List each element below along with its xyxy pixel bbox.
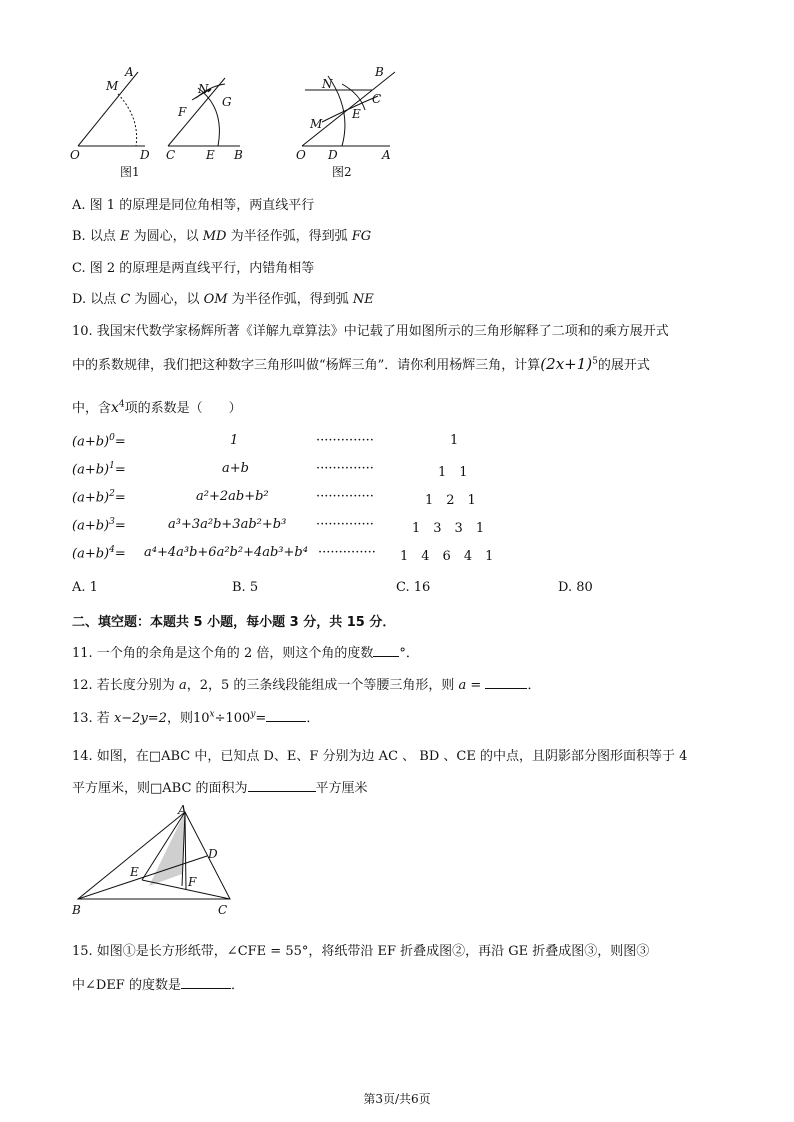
shaded-region xyxy=(149,812,185,886)
q10-line2: 中的系数规律，我们把这种数字三角形叫做“杨辉三角”．请你利用杨辉三角，计算$(2x+1)^5$的展开式 xyxy=(72,355,650,373)
label-C2: C xyxy=(372,92,382,106)
label-M2: M xyxy=(310,117,323,131)
label-d: D xyxy=(208,847,218,861)
fig1-caption: 图1 xyxy=(120,165,140,179)
figure-1-and-2 xyxy=(60,60,400,185)
label-b: B xyxy=(72,903,81,917)
q10-option-d: D. 80 xyxy=(558,580,593,595)
q15-line2: 中∠DEF 的度数是 ． xyxy=(72,978,244,993)
label-O1: O xyxy=(70,148,80,162)
label-B2: B xyxy=(375,65,384,79)
q9-option-d: D. 以点 C 为圆心，以 OM 为半径作弧，得到弧 NE xyxy=(72,292,374,307)
label-N1: N xyxy=(198,82,209,96)
label-C1: C xyxy=(166,148,176,162)
q9-option-b: B. 以点 E 为圆心，以 MD 为半径作弧，得到弧 FG xyxy=(72,229,372,244)
q13: 13. 若 x−2y=2，则$10^x\div 100^y=$ ． xyxy=(72,709,320,726)
label-A2: A xyxy=(382,148,391,162)
q15-answer-blank[interactable] xyxy=(181,976,231,989)
label-D1: D xyxy=(140,148,150,162)
label-E1: E xyxy=(206,148,215,162)
label-M1: M xyxy=(106,79,119,93)
label-G1: G xyxy=(222,95,232,109)
label-E2: E xyxy=(352,107,361,121)
q15-line1: 15. 如图①是长方形纸带，∠CFE = 55°，将纸带沿 EF 折叠成图②，再沿 GE 折叠成图③，则图③ xyxy=(72,944,650,959)
q10-option-a: A. 1 xyxy=(72,580,98,595)
q9-option-c: C. 图 2 的原理是两直线平行，内错角相等 xyxy=(72,261,315,276)
q10-line3: 中，含$x^4$项的系数是（ ） xyxy=(72,399,242,416)
label-D2: D xyxy=(328,148,338,162)
q12-answer-blank[interactable] xyxy=(485,676,527,689)
q14-line2: 平方厘米，则□ABC 的面积为 平方厘米 xyxy=(72,781,368,796)
q11: 11. 一个角的余角是这个角的 2 倍，则这个角的度数 °． xyxy=(72,646,419,661)
q10-option-b: B. 5 xyxy=(232,580,259,595)
label-A1: A xyxy=(125,65,134,79)
label-N2: N xyxy=(322,77,333,91)
q14-answer-blank[interactable] xyxy=(248,779,316,792)
figure-2 xyxy=(302,72,395,146)
q11-answer-blank[interactable] xyxy=(373,644,399,657)
q13-answer-blank[interactable] xyxy=(266,709,306,722)
q10-option-c: C. 16 xyxy=(396,580,431,595)
q10-options xyxy=(72,580,772,598)
label-B1: B xyxy=(234,148,243,162)
label-F1: F xyxy=(178,105,187,119)
q9-option-a: A. 图 1 的原理是同位角相等，两直线平行 xyxy=(72,198,315,213)
section-2-title: 二、填空题：本题共 5 小题，每小题 3 分，共 15 分． xyxy=(72,615,396,630)
label-a: A xyxy=(178,803,187,817)
label-f: F xyxy=(188,875,197,889)
page-footer: 第3页/共6页 xyxy=(363,1092,431,1106)
label-e: E xyxy=(130,865,139,879)
q14-triangle-figure xyxy=(66,802,246,920)
q14-line1: 14. 如图，在□ABC 中，已知点 D、E、F 分别为边 AC 、 BD 、CE 的中点，且阴影部分图形面积等于 4 xyxy=(72,749,688,764)
q10-line1: 10. 我国宋代数学家杨辉所著《详解九章算法》中记载了用如图所示的三角形解释了二项和的乘方展开式 xyxy=(72,324,669,339)
q12: 12. 若长度分别为 a，2，5 的三条线段能组成一个等腰三角形，则 a = ． xyxy=(72,678,541,693)
label-c: C xyxy=(218,903,228,917)
fig2-caption: 图2 xyxy=(332,165,352,179)
label-O2: O xyxy=(296,148,306,162)
